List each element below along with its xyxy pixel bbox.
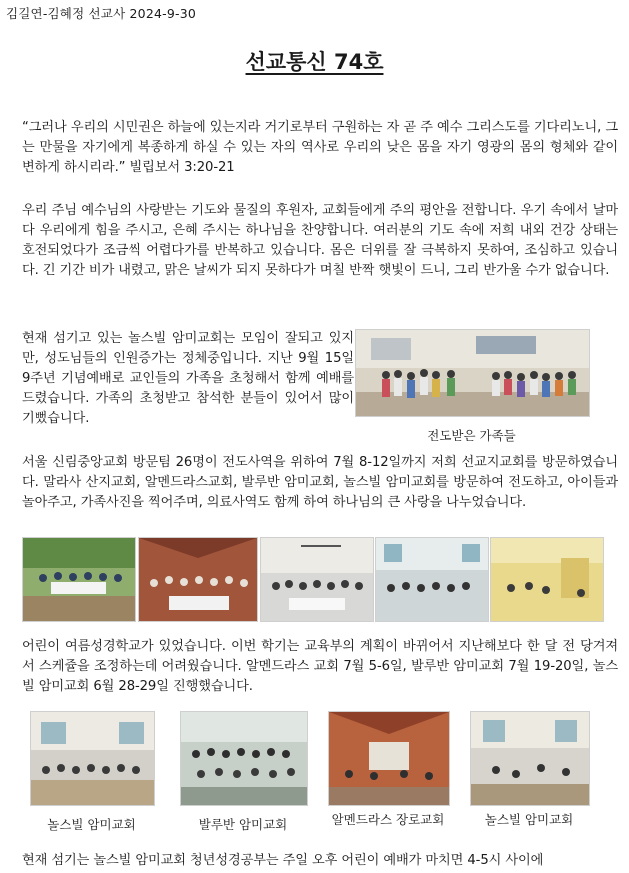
newsletter-title: 선교통신 74호: [245, 50, 384, 74]
visit-photo-3: [260, 537, 374, 622]
mission-team-visit-paragraph: 서울 신림중앙교회 방문팀 26명이 전도사역을 위하여 7월 8-12일까지 저희 선교지교회를 방문하였습니다. 말라사 산지교회, 알멘드라스교회, 발루반 암미교회, 놀스빌 암미교회를 방문하여 전도하고, 아이들과 놀아주고, 가족사진을 찍어주며, 의료사역도 함께 하여 하나님의 큰 사랑을 나누었습니다.: [22, 455, 618, 510]
vbs-photo-norsville: [30, 711, 155, 806]
bible-quote-paragraph: “그러나 우리의 시민권은 하늘에 있는지라 거기로부터 구원하는 자 곧 주 예수 그리스도를 기다리노니, 그는 만물을 자기에게 복종하게 하실 수 있는 자의 역사로 우리의 낮은 몸을 자기 영광의 몸의 형체와 같이 변하게 하시리라.” 빌립보서 3:20-21: [22, 120, 618, 175]
youth-bible-study-paragraph: 현재 섬기는 놀스빌 암미교회 청년성경공부는 주일 오후 어린이 예배가 마치면 4-5시 사이에: [22, 853, 544, 868]
vbs-caption-4: 놀스빌 암미교회: [484, 812, 574, 827]
vbs-caption-3: 알멘드라스 장로교회: [331, 812, 445, 827]
vbs-photo-norsville-2: [470, 711, 590, 806]
greeting-paragraph: 우리 주님 예수님의 사랑받는 기도와 물질의 후원자, 교회들에게 주의 평안을 전합니다. 우기 속에서 날마다 우리에게 힘을 주시고, 은혜 주시는 하나님을 찬양합니다. 여러분의 기도 속에 저희 내외 건강 상태는 호전되었다가 조금씩 어렵다가를 반복하고 있습니다. 몸은 더위를 잘 극복하지 못하여, 조심하고 있습니다. 긴 기간 비가 내렸고, 맑은 날씨가 되지 못하다가 며칠 반짝 햇빛이 드니, 그리 반가울 수가 없습니다.: [22, 203, 618, 278]
family-photo-caption: 전도받은 가족들: [427, 428, 516, 443]
vbs-paragraph: 어린이 여름성경학교가 있었습니다. 이번 학기는 교육부의 계획이 바뀌어서 지난해보다 한 달 전 당겨져서 스케쥴을 조정하는데 어려웠습니다. 알멘드라스 교회 7월 5-6일, 발루반 암미교회 7월 19-20일, 놀스빌 암미교회 6월 28-29일 진행했습니다.: [22, 639, 618, 694]
visit-photo-2: [138, 537, 258, 622]
church-anniversary-paragraph: 현재 섬기고 있는 놀스빌 암미교회는 모임이 잘되고 있지만, 성도님들의 인원증가는 정체중입니다. 지난 9월 15일 9주년 기념예배로 교인들의 가족을 초청해서 함께 예배를 드렸습니다. 가족의 초청받고 참석한 분들이 있어서 많이 기뻤습니다.: [22, 331, 354, 426]
vbs-photo-baluban: [180, 711, 308, 806]
vbs-caption-1: 놀스빌 암미교회: [47, 817, 136, 832]
vbs-caption-2: 발루반 암미교회: [198, 817, 288, 832]
vbs-photo-almendras: [328, 711, 450, 806]
visit-photo-4: [375, 537, 489, 622]
visit-photo-1: [22, 537, 136, 622]
visit-photo-5: [490, 537, 604, 622]
header-author-date: 김길연-김혜정 선교사 2024-9-30: [6, 6, 197, 21]
family-group-photo: [355, 329, 590, 417]
